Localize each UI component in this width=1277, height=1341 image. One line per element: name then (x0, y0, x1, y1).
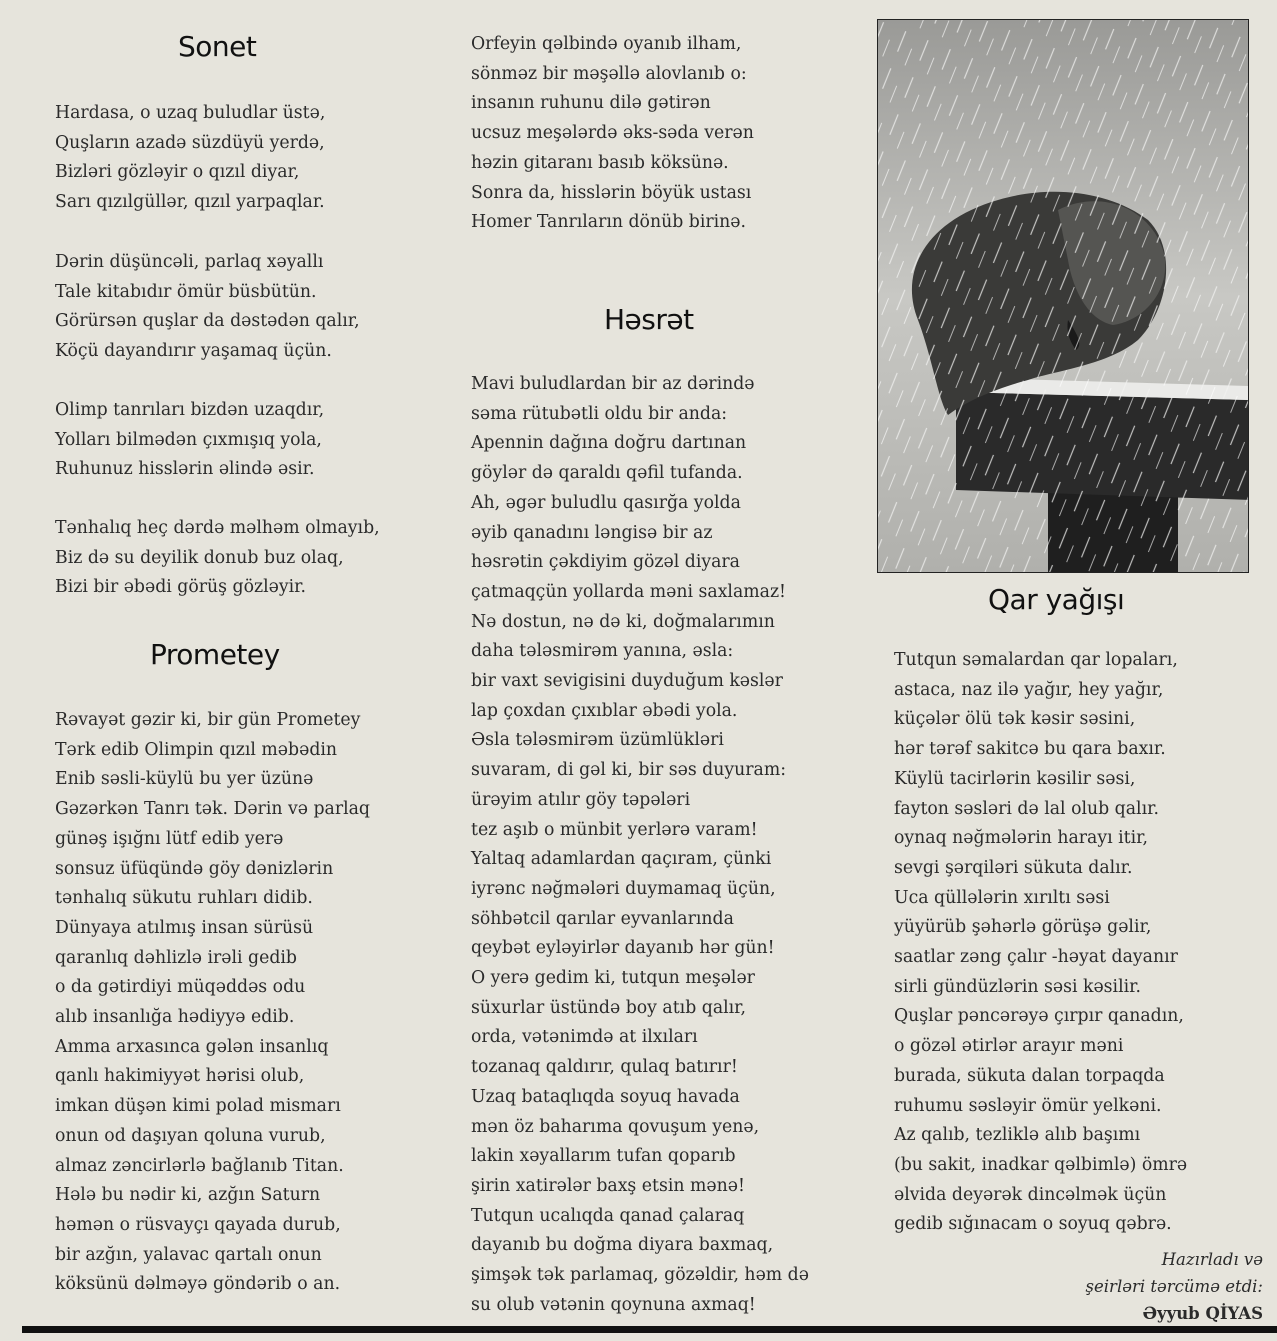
poem-line: Nə dostun, nə də ki, doğmalarımın (471, 611, 775, 632)
poem-line: Hələ bu nədir ki, azğın Saturn (55, 1185, 321, 1206)
poem-line: Az qalıb, tezliklə alıb başımı (894, 1125, 1141, 1146)
credit-author: Əyyub QİYAS (1142, 1304, 1263, 1323)
poem-line: Yolları bilmədən çıxmışıq yola, (55, 429, 322, 450)
poem-line: Homer Tanrıların dönüb birinə. (471, 212, 746, 233)
poem-line: ucsuz meşələrdə əks-səda verən (471, 123, 754, 144)
poem-line: göylər də qaraldı qəfil tufanda. (471, 463, 743, 484)
poem-line: şirin xatirələr baxş etsin mənə! (471, 1175, 745, 1196)
poem-line: söhbətcil qarılar eyvanlarında (471, 908, 734, 929)
poem-line: alıb insanlığa hədiyyə edib. (55, 1007, 295, 1028)
poem-line: hər tərəf sakitcə bu qara baxır. (894, 739, 1166, 760)
poem-line: Yaltaq adamlardan qaçıram, çünki (471, 849, 772, 870)
poem-line: günəş işığnı lütf edib yerə (55, 828, 284, 849)
poem-line: Köçü dayandırır yaşamaq üçün. (55, 341, 332, 362)
poem-line: insanın ruhunu dilə gətirən (471, 93, 711, 114)
poem-line: Sonra da, hisslərin böyük ustası (471, 182, 752, 203)
poem-line: Tale kitabıdır ömür büsbütün. (55, 281, 317, 302)
poem-line: Uzaq bataqlıqda soyuq havada (471, 1086, 740, 1107)
poem-line: Dərin düşüncəli, parlaq xəyallı (55, 252, 324, 272)
poem-line: əlvida deyərək dincəlmək üçün (894, 1184, 1167, 1205)
poem-line: Dünyaya atılmış insan sürüsü (55, 917, 314, 938)
poem-line: onun od daşıyan qoluna vurub, (55, 1125, 326, 1146)
credit-line-2: şeirləri tərcümə etdi: (1085, 1277, 1263, 1296)
poem-line: Amma arxasınca gələn insanlıq (55, 1036, 329, 1057)
poem-line: O yerə gedim ki, tutqun meşələr (471, 968, 755, 989)
poem-line: bir vaxt sevigisini duyduğum kəslər (471, 671, 783, 692)
poem-line: suvaram, di gəl ki, bir səs duyuram: (471, 760, 787, 781)
poem-line: ruhumu səsləyir ömür yelkəni. (894, 1095, 1162, 1116)
poem-line: Ah, əgər buludlu qasırğa yolda (471, 492, 741, 513)
poem-line: Uca qüllələrin xırıltı səsi (894, 887, 1110, 908)
prometey-continued (471, 30, 754, 238)
bottom-rule (22, 1326, 1277, 1333)
poem-line: tənhalıq sükutu ruhları didib. (55, 888, 313, 909)
poem-line: mən öz baharıma qovuşum yenə, (471, 1116, 760, 1137)
qar-yagisi-title: Qar yağışı (988, 583, 1125, 616)
poem-line: qaranlıq dəhlizlə irəli gedib (55, 947, 297, 968)
poem-line: (bu sakit, inadkar qəlbimlə) ömrə (894, 1154, 1188, 1175)
poem-line: süxurlar üstündə boy atıb qalır, (471, 997, 747, 1018)
poem-line: Rəvayət gəzir ki, bir gün Prometey (55, 710, 361, 730)
poem-line: burada, sükuta dalan torpaqda (894, 1065, 1165, 1086)
poem-line: ürəyim atılır göy təpələri (471, 789, 691, 810)
poem-line: Görürsən quşlar da dəstədən qalır, (55, 311, 360, 332)
prometey-title: Prometey (150, 638, 280, 671)
poem-line: yüyürüb şəhərlə görüşə gəlir, (894, 917, 1152, 938)
poem-line: Tutqun ucalıqda qanad çalaraq (471, 1205, 745, 1226)
poem-line: küçələr ölü tək kəsir səsini, (894, 709, 1136, 730)
poem-line: qanlı hakimiyyət hərisi olub, (55, 1066, 305, 1087)
poem-line: həmən o rüsvayçı qayada durub, (55, 1214, 341, 1235)
poem-line: Tərk edib Olimpin qızıl məbədin (55, 739, 338, 760)
poem-line: o da gətirdiyi müqəddəs odu (55, 977, 306, 998)
poem-line: fayton səsləri də lal olub qalır. (894, 798, 1159, 819)
poem-line: tez aşıb o münbit yerlərə varam! (471, 819, 758, 840)
poem-line: Küylü tacirlərin kəsilir səsi, (894, 768, 1136, 789)
poem-line: o gözəl ətirlər arayır məni (894, 1036, 1124, 1057)
sonet-stanza-3 (55, 396, 324, 485)
poem-line: Sarı qızılgüllər, qızıl yarpaqlar. (55, 192, 325, 213)
poem-line: iyrənc nəğmələri duymamaq üçün, (471, 878, 776, 899)
poem-line: lap çoxdan çıxıblar əbədi yola. (471, 700, 738, 721)
sonet-stanza-2 (55, 248, 360, 367)
poem-line: Tənhalıq heç dərdə məlhəm olmayıb, (55, 518, 380, 538)
sonet-stanza-1 (55, 99, 325, 218)
poem-line: Enib səsli-küylü bu yer üzünə (55, 769, 314, 790)
poem-line: səma rütubətli oldu bir anda: (471, 403, 728, 424)
translator-credit (1086, 1246, 1263, 1327)
sonet-stanza-4 (55, 514, 380, 603)
poem-line: astaca, naz ilə yağır, hey yağır, (894, 679, 1164, 700)
poem-line: həsrətin çəkdiyim gözəl diyara (471, 552, 740, 573)
poem-line: daha tələsmirəm yanına, əsla: (471, 641, 734, 662)
poem-line: lakin xəyallarım tufan qoparıb (471, 1146, 736, 1167)
bird-in-snow-photo (877, 19, 1249, 573)
poem-line: Mavi buludlardan bir az dərində (471, 374, 755, 394)
prometey-poem (55, 706, 370, 1300)
poem-line: su olub vətənin qoynuna axmaq! (471, 1294, 756, 1315)
poem-line: Hardasa, o uzaq buludlar üstə, (55, 103, 326, 123)
poem-line: imkan düşən kimi polad mismarı (55, 1096, 341, 1117)
poem-line: bir azğın, yalavac qartalı onun (55, 1244, 322, 1265)
sonet-title: Sonet (178, 30, 257, 63)
poem-line: Quşlar pəncərəyə çırpır qanadın, (894, 1006, 1184, 1027)
poem-line: tozanaq qaldırır, qulaq batırır! (471, 1057, 738, 1078)
poem-line: Əsla tələsmirəm üzümlükləri (471, 730, 724, 751)
poem-line: almaz zəncirlərlə bağlanıb Titan. (55, 1155, 344, 1176)
poem-line: sirli gündüzlərin səsi kəsilir. (894, 976, 1141, 997)
poem-line: orda, vətənimdə at ilxıları (471, 1027, 698, 1048)
poem-line: Tutqun səmalardan qar lopaları, (894, 650, 1178, 670)
poem-line: Apennin dağına doğru dartınan (471, 433, 747, 454)
poem-line: dayanıb bu doğma diyara baxmaq, (471, 1235, 774, 1256)
poem-line: sevgi şərqiləri sükuta dalır. (894, 857, 1133, 878)
poem-line: Orfeyin qəlbində oyanıb ilham, (471, 34, 742, 54)
hesret-title: Həsrət (604, 303, 694, 336)
poem-line: həzin gitaranı basıb köksünə. (471, 152, 729, 173)
poem-line: Gəzərkən Tanrı tək. Dərin və parlaq (55, 799, 370, 820)
poem-line: gedib sığınacam o soyuq qəbrə. (894, 1214, 1172, 1235)
poem-line: oynaq nəğmələrin harayı itir, (894, 828, 1148, 849)
qar-yagisi-poem (894, 646, 1187, 1240)
poem-line: köksünü dəlməyə göndərib o an. (55, 1274, 341, 1295)
poem-line: qeybət eyləyirlər dayanıb hər gün! (471, 938, 775, 959)
poem-line: saatlar zəng çalır -həyat dayanır (894, 947, 1178, 968)
poem-line: Biz də su deyilik donub buz olaq, (55, 547, 344, 568)
poem-line: əyib qanadını ləngisə bir az (471, 522, 713, 543)
poem-line: sönməz bir məşəllə alovlanıb o: (471, 63, 747, 84)
poem-line: Quşların azadə süzdüyü yerdə, (55, 132, 325, 153)
poem-line: şimşək tək parlamaq, gözəldir, həm də (471, 1265, 809, 1286)
poem-line: sonsuz üfüqündə göy dənizlərin (55, 858, 334, 879)
hesret-poem (471, 370, 809, 1321)
poem-line: Bizləri gözləyir o qızıl diyar, (55, 162, 300, 183)
poem-line: çatmaqçün yollarda məni saxlamaz! (471, 581, 787, 602)
poem-line: Olimp tanrıları bizdən uzaqdır, (55, 400, 325, 420)
poem-line: Bizi bir əbədi görüş gözləyir. (55, 577, 306, 598)
poem-line: Ruhunuz hisslərin əlində əsir. (55, 459, 315, 480)
credit-line-1: Hazırladı və (1161, 1250, 1263, 1269)
